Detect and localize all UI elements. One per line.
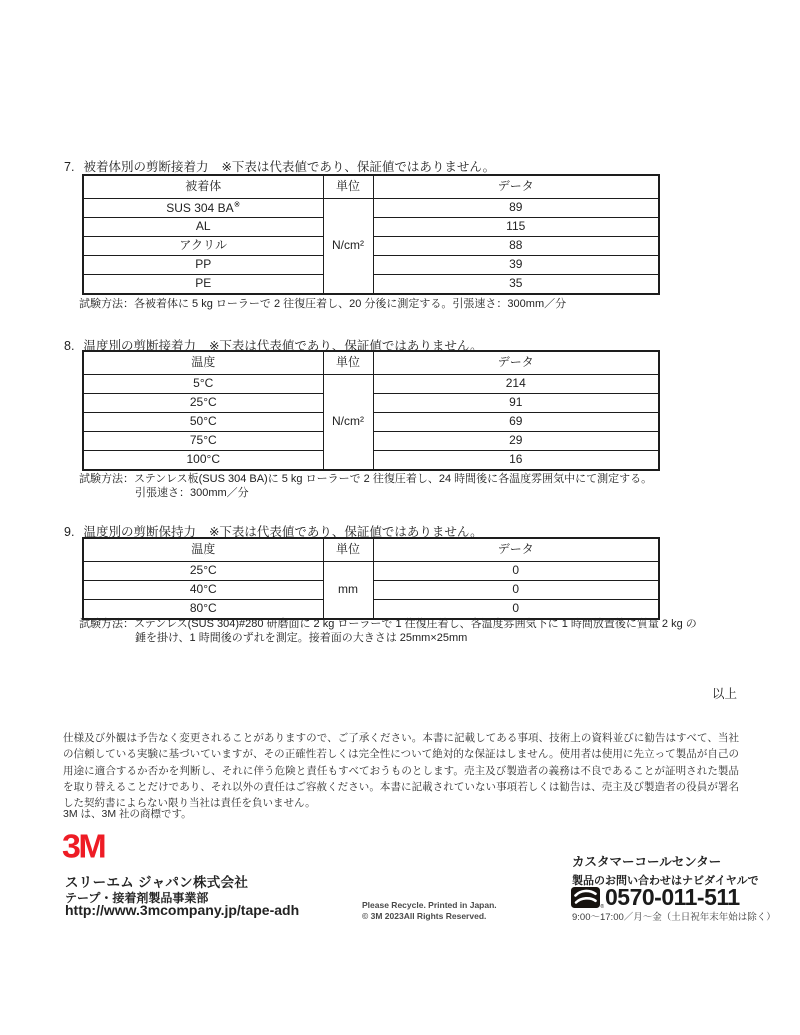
3m-logo: 3M bbox=[62, 828, 105, 866]
temperature-cell: 25°C bbox=[83, 562, 323, 581]
temperature-cell: 5°C bbox=[83, 375, 323, 394]
adherend-cell bbox=[83, 199, 323, 218]
section-8-disclaimer: ※下表は代表値であり、保証値ではありません。 bbox=[208, 339, 483, 353]
temperature-cell: 100°C bbox=[83, 451, 323, 471]
data-cell: 35 bbox=[373, 275, 659, 295]
adherend-footnote-mark: ※ bbox=[233, 199, 241, 209]
temperature-cell: 50°C bbox=[83, 413, 323, 432]
table-row bbox=[83, 562, 659, 581]
print-note bbox=[362, 900, 497, 921]
trademark-note: 3M は、3M 社の商標です。 bbox=[63, 808, 192, 820]
data-cell: 214 bbox=[373, 375, 659, 394]
temperature-cell: 40°C bbox=[83, 581, 323, 600]
legal-disclaimer: 仕様及び外観は予告なく変更されることがありますので、ご了承ください。本書に記載してある事項、技術上の資料並びに勧告はすべて、当社の信頼している実験に基づいていますが、その正確性若しくは完全性について絶対的な保証はしません。使用者は使用に先立って製品が自己の用途に適合するか否かを判断し、それに伴う危険と責任もすべておうものとします。売主及び製造者の義務は不良であることが証明された製品を取り替えることだけであり、それ以外の責任はご容赦ください。本書に記載されていない事項若しくは勧告は、売主及び製造者の役員が署名した契約書によらない限り当社は責任を負いません。 bbox=[63, 732, 739, 810]
col-data-header: データ bbox=[373, 351, 659, 375]
data-cell: 16 bbox=[373, 451, 659, 471]
section-9-heading: 温度別の剪断保持力 bbox=[83, 525, 196, 539]
col-unit-header: 単位 bbox=[323, 175, 373, 199]
adherend-label: SUS 304 BA bbox=[166, 200, 234, 215]
recycle-note: Please Recycle. Printed in Japan. bbox=[362, 900, 497, 910]
section-9-method-note bbox=[79, 617, 697, 645]
end-of-document-mark: 以上 bbox=[711, 687, 737, 701]
section-8-number: 8. bbox=[64, 339, 75, 353]
section-9-table bbox=[82, 537, 660, 620]
data-cell: 88 bbox=[373, 237, 659, 256]
method-line: 試験方法：ステンレス(SUS 304)#280 研磨面に 2 kg ローラーで 1 往復圧着し、各温度雰囲気下に 1 時間放置後に質量 2 kg の bbox=[79, 618, 697, 630]
temperature-cell: 25°C bbox=[83, 394, 323, 413]
division-name: テープ・接着剤製品事業部 bbox=[65, 891, 209, 905]
col-adherend-header: 被着体 bbox=[83, 175, 323, 199]
adherend-cell: アクリル bbox=[83, 237, 323, 256]
col-data-header: データ bbox=[373, 175, 659, 199]
call-center-phone-row bbox=[571, 884, 740, 911]
data-cell: 0 bbox=[373, 581, 659, 600]
section-7-title bbox=[64, 157, 495, 175]
data-cell: 39 bbox=[373, 256, 659, 275]
table-header-row bbox=[83, 175, 659, 199]
col-unit-header: 単位 bbox=[323, 538, 373, 562]
col-unit-header: 単位 bbox=[323, 351, 373, 375]
registered-trademark-mark: ® bbox=[600, 904, 604, 910]
col-temperature-header: 温度 bbox=[83, 351, 323, 375]
data-cell: 29 bbox=[373, 432, 659, 451]
copyright-note: © 3M 2023All Rights Reserved. bbox=[362, 910, 487, 921]
table-row bbox=[83, 199, 659, 218]
section-8-method-note bbox=[79, 472, 652, 500]
unit-cell: N/cm² bbox=[323, 199, 373, 295]
data-cell: 89 bbox=[373, 199, 659, 218]
company-url-link[interactable]: http://www.3mcompany.jp/tape-adh bbox=[65, 902, 300, 918]
data-cell: 0 bbox=[373, 562, 659, 581]
unit-cell: mm bbox=[323, 562, 373, 620]
call-center-subtitle: 製品のお問い合わせはナビダイヤルで bbox=[572, 875, 759, 887]
section-7-method-note bbox=[79, 297, 566, 311]
section-8-table bbox=[82, 350, 660, 471]
col-data-header: データ bbox=[373, 538, 659, 562]
temperature-cell: 80°C bbox=[83, 600, 323, 620]
data-cell: 115 bbox=[373, 218, 659, 237]
data-cell: 91 bbox=[373, 394, 659, 413]
call-center-title: カスタマーコールセンター bbox=[572, 855, 722, 869]
section-9-disclaimer: ※下表は代表値であり、保証値ではありません。 bbox=[208, 525, 483, 539]
section-7-number: 7. bbox=[64, 160, 75, 174]
adherend-cell: PE bbox=[83, 275, 323, 295]
table-row bbox=[83, 375, 659, 394]
call-center-hours: 9:00～17:00／月～金（土日祝年末年始は除く） bbox=[572, 912, 776, 923]
col-temperature-header: 温度 bbox=[83, 538, 323, 562]
section-9-number: 9. bbox=[64, 525, 75, 539]
section-8-heading: 温度別の剪断接着力 bbox=[83, 339, 196, 353]
call-center-phone-number: 0570-011-511 bbox=[605, 884, 740, 910]
data-cell: 0 bbox=[373, 600, 659, 620]
temperature-cell: 75°C bbox=[83, 432, 323, 451]
section-7-disclaimer: ※下表は代表値であり、保証値ではありません。 bbox=[221, 160, 496, 174]
method-line: 引張速さ：300mm／分 bbox=[135, 487, 249, 499]
adherend-cell: PP bbox=[83, 256, 323, 275]
method-line: 試験方法：ステンレス板(SUS 304 BA)に 5 kg ローラーで 2 往復圧着し、24 時間後に各温度雰囲気中にて測定する。 bbox=[79, 473, 653, 485]
data-cell: 69 bbox=[373, 413, 659, 432]
table-header-row bbox=[83, 351, 659, 375]
method-line: 試験方法：各被着体に 5 kg ローラーで 2 往復圧着し、20 分後に測定する。引張速さ：300mm／分 bbox=[79, 298, 567, 310]
navidial-phone-icon bbox=[571, 887, 604, 910]
table-header-row bbox=[83, 538, 659, 562]
section-7-heading: 被着体別の剪断接着力 bbox=[83, 160, 209, 174]
adherend-cell: AL bbox=[83, 218, 323, 237]
section-7-table bbox=[82, 174, 660, 295]
method-line: 錘を掛け、1 時間後のずれを測定。接着面の大きさは 25mm×25mm bbox=[135, 632, 468, 644]
unit-cell: N/cm² bbox=[323, 375, 373, 471]
company-name: スリーエム ジャパン株式会社 bbox=[65, 875, 249, 890]
